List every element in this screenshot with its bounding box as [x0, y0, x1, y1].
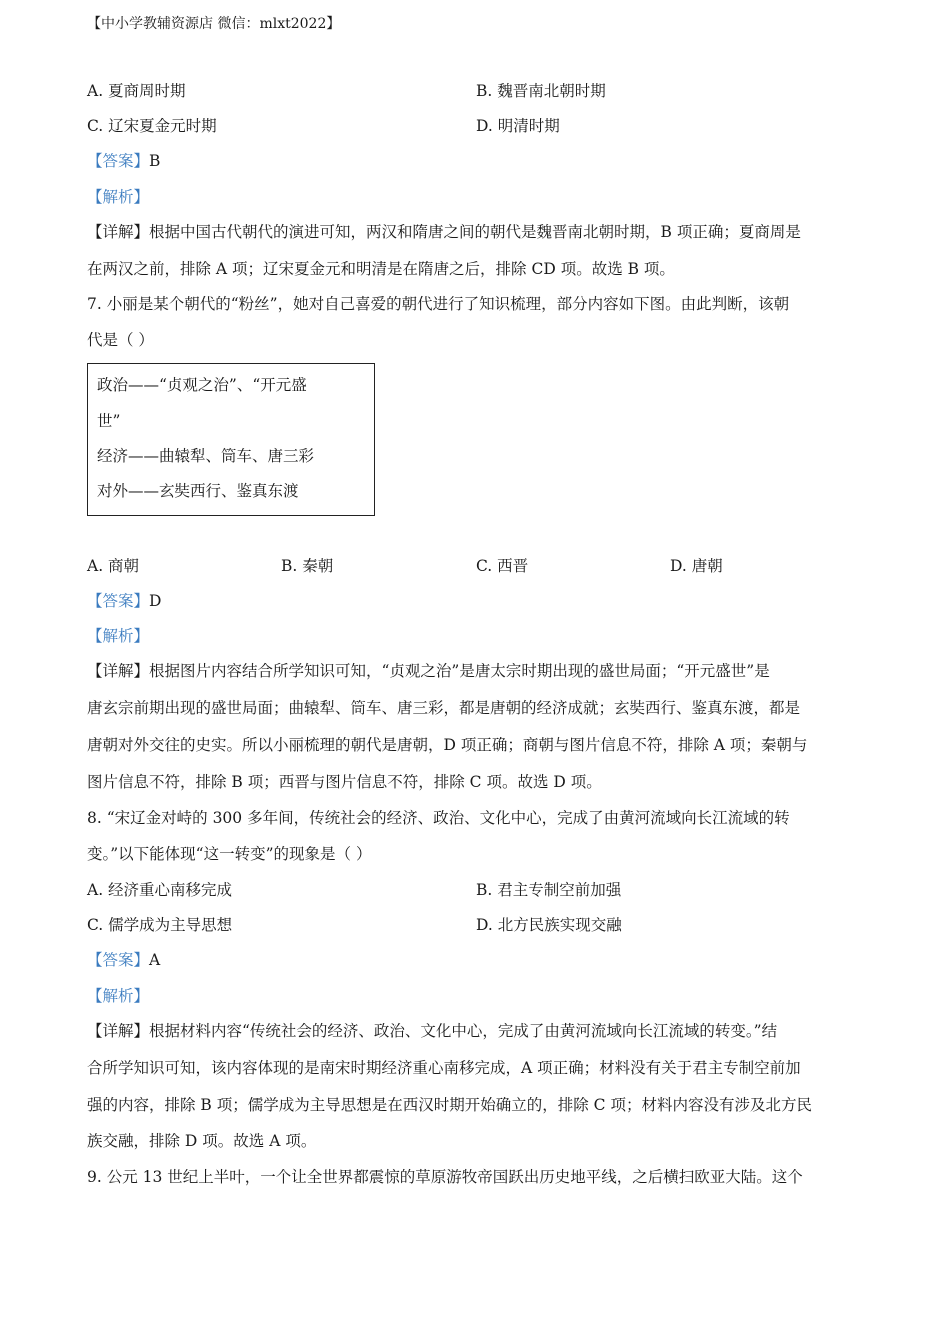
q7-option-a: A. 商朝	[87, 557, 140, 575]
q7-option-c: C. 西晋	[476, 557, 529, 575]
q6-analysis-tag: 【解析】	[87, 188, 150, 206]
q8-detail-line-4: 族交融，排除 D 项。故选 A 项。	[87, 1132, 317, 1150]
box-line-economy: 经济——曲辕犁、筒车、唐三彩	[97, 447, 315, 465]
box-line-politics-cont: 世”	[97, 412, 121, 430]
q8-option-a: A. 经济重心南移完成	[87, 881, 233, 899]
answer-value: B	[149, 152, 161, 170]
answer-value: D	[149, 592, 162, 610]
q7-info-box	[87, 363, 375, 516]
answer-tag: 【答案】	[87, 592, 150, 610]
q9-stem-line-1: 9. 公元 13 世纪上半叶，一个让全世界都震惊的草原游牧帝国跃出历史地平线，之后横扫欧亚大陆。这个	[87, 1168, 803, 1186]
box-line-politics: 政治——“贞观之治”、“开元盛	[97, 376, 307, 394]
q7-analysis-tag: 【解析】	[87, 627, 150, 645]
q8-analysis-tag: 【解析】	[87, 987, 150, 1005]
q6-detail-line-2: 在两汉之前，排除 A 项；辽宋夏金元和明清是在隋唐之后，排除 CD 项。故选 B 项。	[87, 260, 675, 278]
q7-option-d: D. 唐朝	[670, 557, 723, 575]
q8-detail-line-2: 合所学知识可知，该内容体现的是南宋时期经济重心南移完成，A 项正确；材料没有关于君主专制空前加	[87, 1059, 801, 1077]
q6-option-a: A. 夏商周时期	[87, 82, 186, 100]
q7-stem-line-2: 代是（ ）	[87, 331, 154, 349]
q7-detail-line-3: 唐朝对外交往的史实。所以小丽梳理的朝代是唐朝，D 项正确；商朝与图片信息不符，排除 A 项；秦朝与	[87, 736, 808, 754]
q7-stem-line-1: 7. 小丽是某个朝代的“粉丝”，她对自己喜爱的朝代进行了知识梳理，部分内容如下图。由此判断，该朝	[87, 295, 790, 313]
q6-option-d: D. 明清时期	[476, 117, 560, 135]
q8-option-c: C. 儒学成为主导思想	[87, 916, 233, 934]
q8-stem-line-1: 8. “宋辽金对峙的 300 多年间，传统社会的经济、政治、文化中心，完成了由黄河流域向长江流域的转	[87, 809, 790, 827]
q8-option-d: D. 北方民族实现交融	[476, 916, 622, 934]
page-header: 【中小学教辅资源店 微信：mlxt2022】	[87, 16, 341, 32]
q7-detail-line-1: 【详解】根据图片内容结合所学知识可知，“贞观之治”是唐太宗时期出现的盛世局面；“开元盛世”是	[87, 662, 770, 680]
q8-answer	[87, 950, 160, 970]
q8-option-b: B. 君主专制空前加强	[476, 881, 622, 899]
q8-detail-line-1: 【详解】根据材料内容“传统社会的经济、政治、文化中心，完成了由黄河流域向长江流域的转变。”结	[87, 1022, 778, 1040]
q8-stem-line-2: 变。”以下能体现“这一转变”的现象是（ ）	[87, 845, 372, 863]
answer-tag: 【答案】	[87, 951, 150, 969]
q7-option-b: B. 秦朝	[281, 557, 334, 575]
q6-detail-line-1: 【详解】根据中国古代朝代的演进可知，两汉和隋唐之间的朝代是魏晋南北朝时期，B 项正确；夏商周是	[87, 223, 801, 241]
box-line-foreign: 对外——玄奘西行、鉴真东渡	[97, 482, 299, 500]
q7-detail-line-2: 唐玄宗前期出现的盛世局面；曲辕犁、筒车、唐三彩，都是唐朝的经济成就；玄奘西行、鉴真东渡，都是	[87, 699, 801, 717]
answer-value: A	[149, 951, 161, 969]
q6-option-b: B. 魏晋南北朝时期	[476, 82, 606, 100]
q8-detail-line-3: 强的内容，排除 B 项；儒学成为主导思想是在西汉时期开始确立的，排除 C 项；材料内容没有涉及北方民	[87, 1096, 812, 1114]
q6-option-c: C. 辽宋夏金元时期	[87, 117, 217, 135]
answer-tag: 【答案】	[87, 152, 150, 170]
q6-answer	[87, 151, 160, 171]
q7-answer	[87, 591, 161, 611]
q7-detail-line-4: 图片信息不符，排除 B 项；西晋与图片信息不符，排除 C 项。故选 D 项。	[87, 773, 602, 791]
